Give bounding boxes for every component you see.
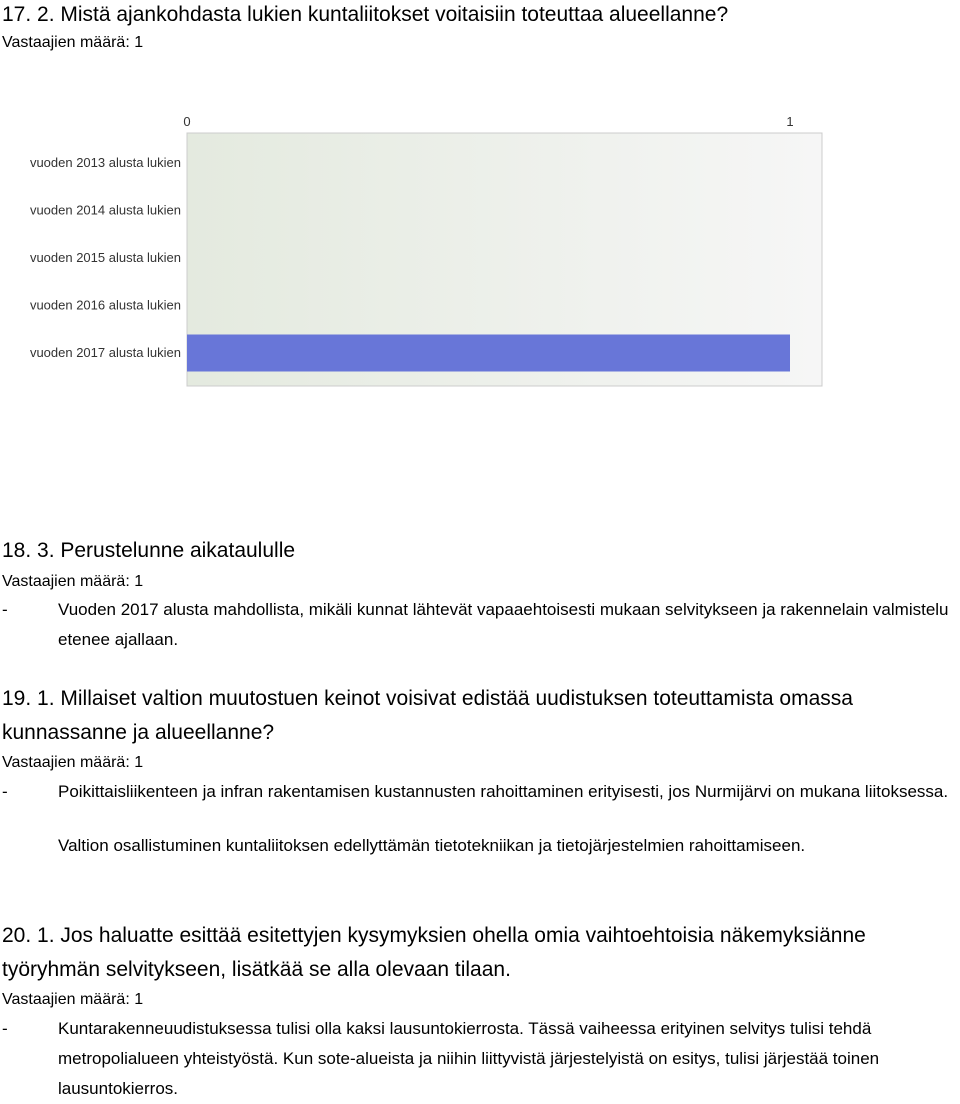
x-tick-label: 1 (786, 114, 794, 129)
question-17-title: 17. 2. Mistä ajankohdasta lukien kuntaliitokset voitaisiin toteuttaa alueellanne? (2, 3, 729, 26)
question-18-title: 18. 3. Perustelunne aikataululle (2, 539, 296, 562)
question-18-answer (2, 595, 952, 655)
question-19-respondent-count: Vastaajien määrä: 1 (2, 754, 144, 771)
answer-dash: - (2, 600, 8, 619)
answer-text: Valtion osallistuminen kuntaliitoksen edellyttämän tietotekniikan ja tietojärjestelmien rahoittamiseen. (58, 836, 806, 855)
category-label: vuoden 2013 alusta lukien (29, 155, 181, 170)
question-20-title-line-2: työryhmän selvitykseen, lisätkää se alla olevaan tilaan. (2, 958, 511, 981)
x-tick-label: 0 (183, 114, 191, 129)
answer-dash: - (2, 782, 8, 801)
question-20-respondent-count: Vastaajien määrä: 1 (2, 991, 144, 1008)
answer-text: Vuoden 2017 alusta mahdollista, mikäli kunnat lähtevät vapaaehtoisesti mukaan selvitykseen ja rakennelain valmistelu etenee ajallaan. (58, 600, 949, 649)
question-19-title-line-2: kunnassanne ja alueellanne? (2, 721, 275, 744)
answer-text: Poikittaisliikenteen ja infran rakentamisen kustannusten rahoittaminen erityisesti, jos Nurmijärvi on mukana liitoksessa. (58, 782, 949, 801)
category-label: vuoden 2014 alusta lukien (29, 202, 181, 218)
answer-text: Kuntarakenneuudistuksessa tulisi olla kaksi lausuntokierrosta. Tässä vaiheessa erityinen selvitys tulisi tehdä metropolialueen yhteistyöstä. Kun sote-alueista ja niihin liittyvistä järjestelyistä on esitys, tulisi järjestää toinen lausuntokierros. (58, 1019, 880, 1098)
category-label: vuoden 2015 alusta lukien (29, 250, 181, 265)
question-20-answer (2, 1014, 952, 1104)
question-19-title-line-1: 19. 1. Millaiset valtion muutostuen keinot voisivat edistää uudistuksen toteuttamista omassa (2, 687, 853, 710)
question-17-respondent-count: Vastaajien määrä: 1 (2, 34, 144, 51)
question-18-respondent-count: Vastaajien määrä: 1 (2, 573, 144, 590)
category-label: vuoden 2016 alusta lukien (29, 297, 181, 313)
answer-dash: - (2, 1019, 8, 1038)
answers-bar-chart (0, 100, 830, 400)
question-19-answer (2, 777, 952, 861)
bar-chart-svg (0, 100, 830, 400)
question-20-title-line-1: 20. 1. Jos haluatte esittää esitettyjen kysymyksien ohella omia vaihtoehtoisia näkemyksiänne (2, 924, 866, 947)
bar (187, 335, 790, 372)
category-label: vuoden 2017 alusta lukien (29, 345, 181, 360)
